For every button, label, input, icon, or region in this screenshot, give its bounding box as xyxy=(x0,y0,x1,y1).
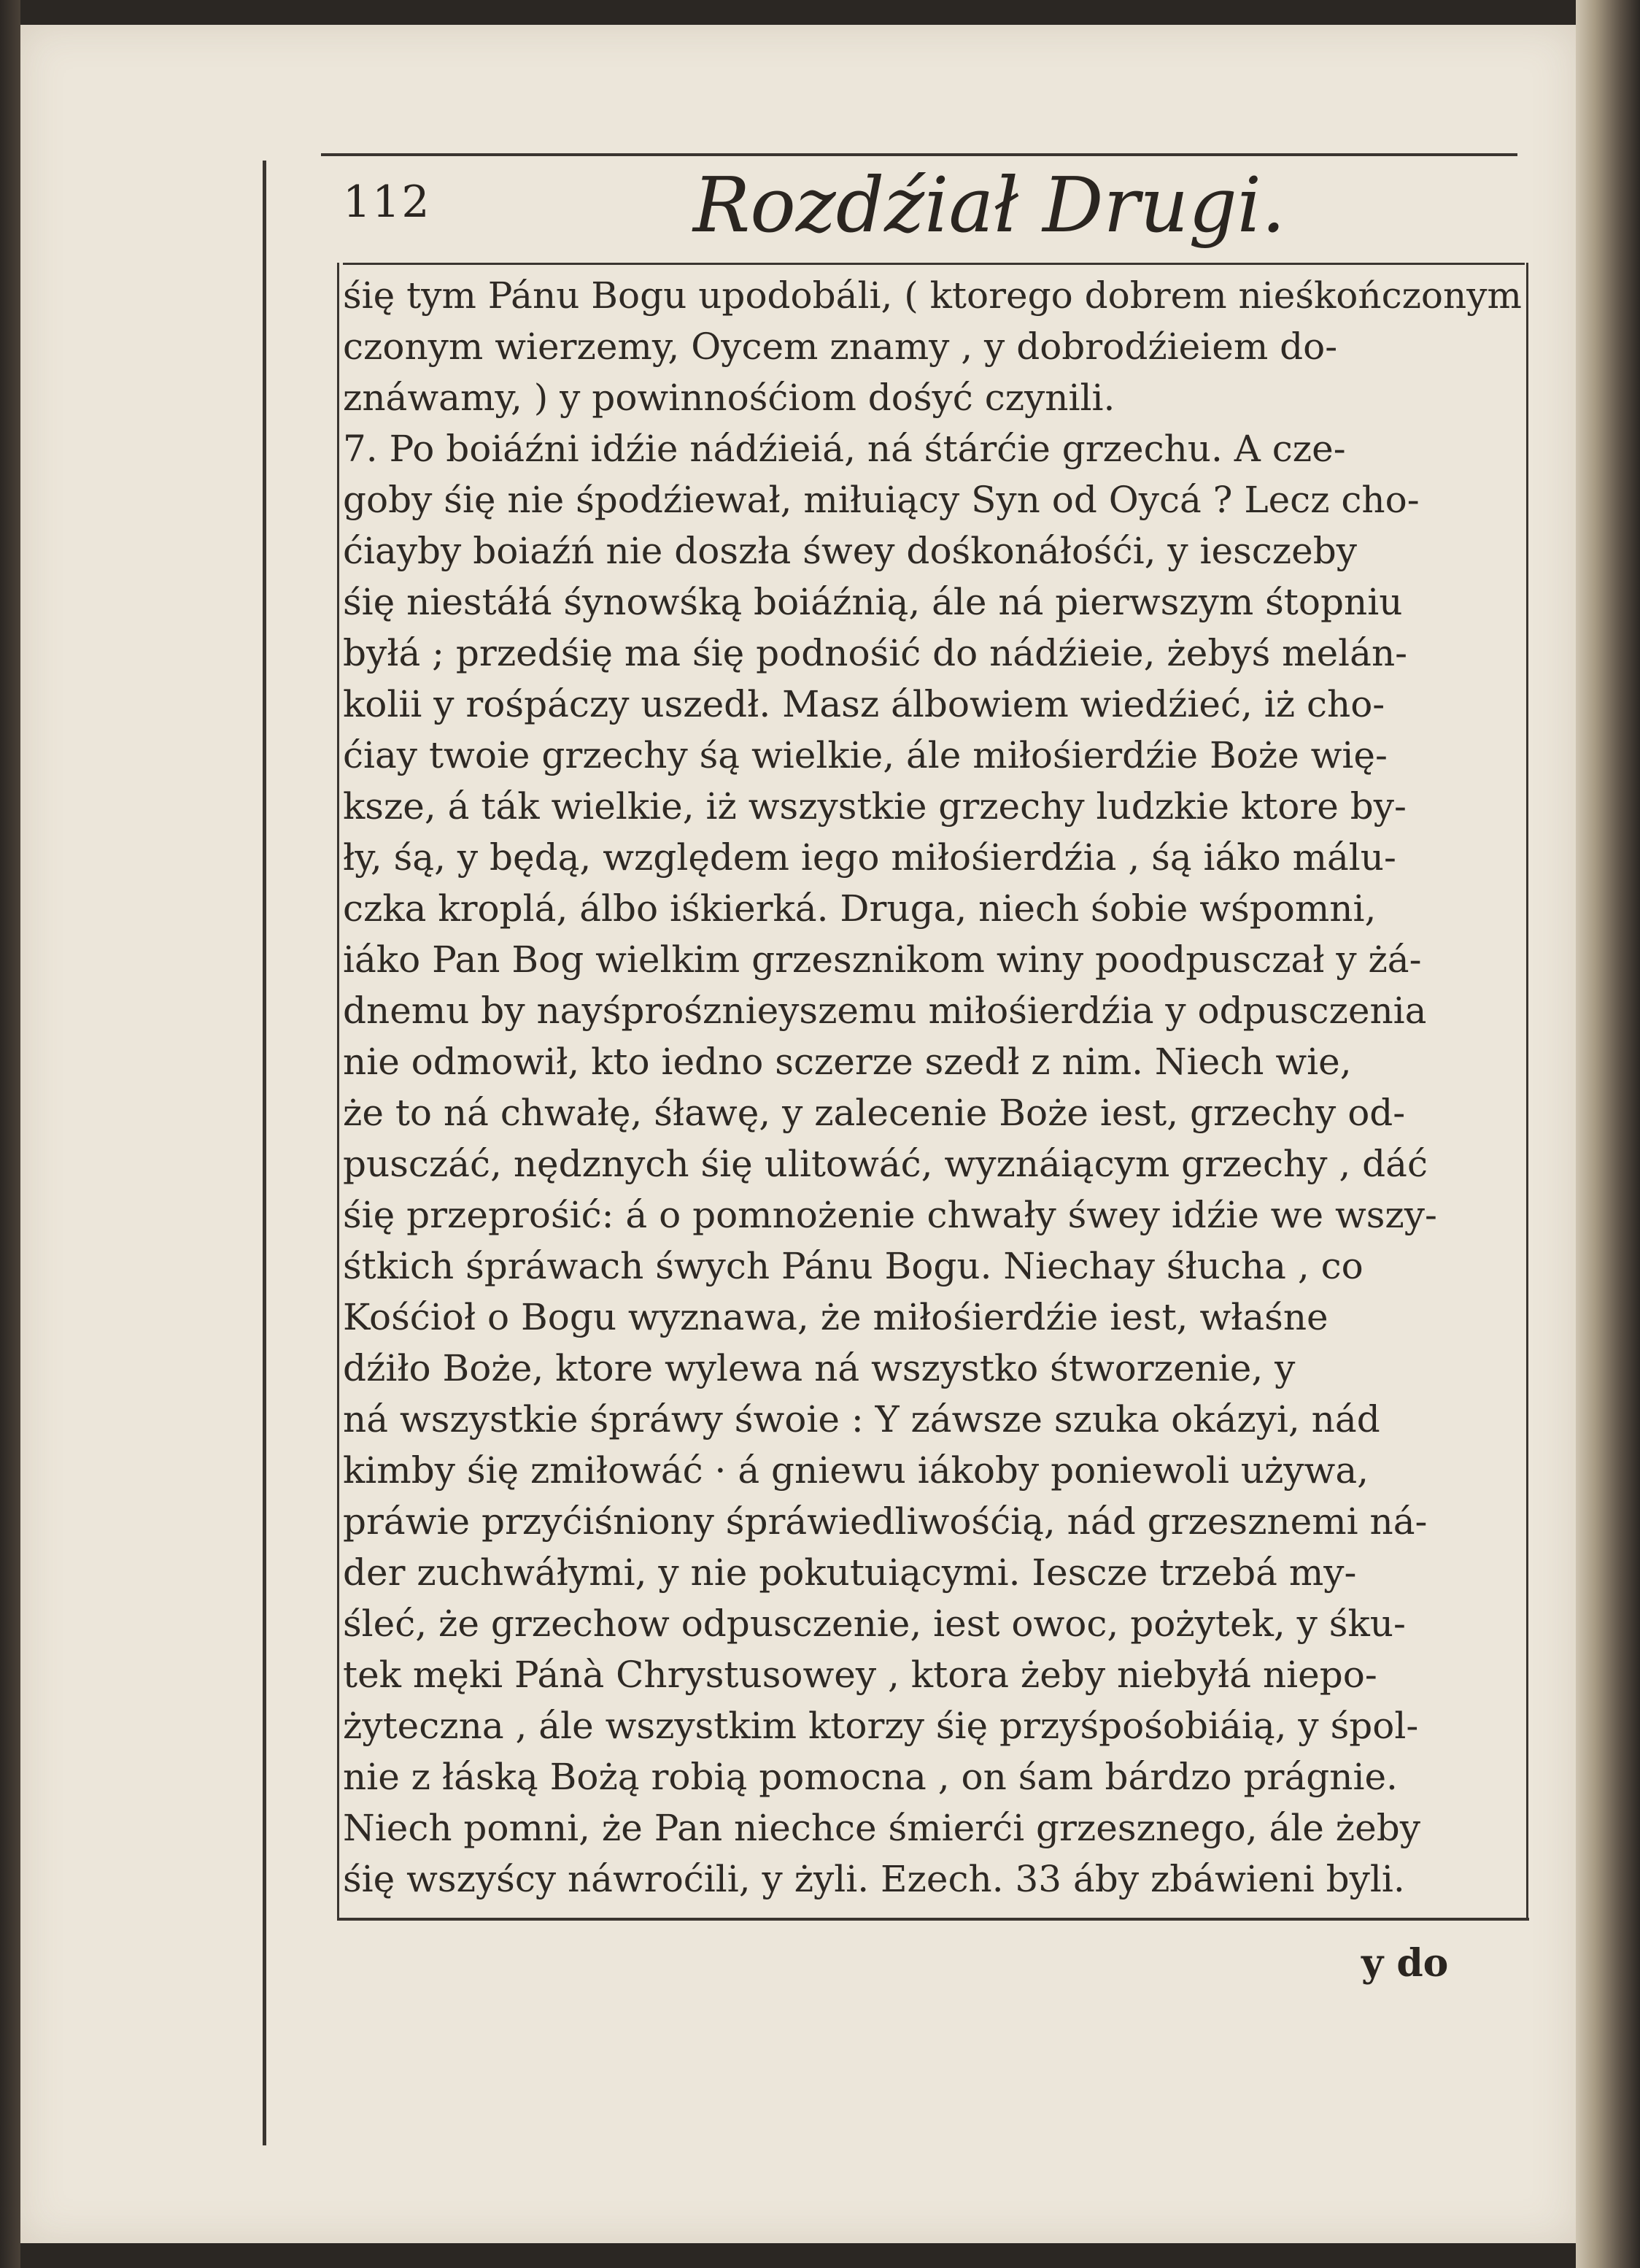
text-line: kolii y rośpáczy uszedł. Masz álbowiem wiedźieć, iż cho- xyxy=(343,683,1385,725)
book-binding-edge xyxy=(1576,0,1640,2268)
text-line: znáwamy, ) y powinnośćiom dośyć czynili. xyxy=(343,377,1115,419)
text-line: tek męki Pánà Chrystusowey , ktora żeby niebyłá niepo- xyxy=(343,1654,1377,1696)
text-line: práwie przyćiśniony śpráwiedliwośćią, nád grzesznemi ná- xyxy=(343,1500,1428,1543)
page-edge-left xyxy=(0,0,20,2268)
text-line: der zuchwáłymi, y nie pokutuiącymi. Iescze trzebá my- xyxy=(343,1551,1357,1594)
text-line: ćiay twoie grzechy śą wielkie, ále miłośierdźie Boże wię- xyxy=(343,734,1388,776)
text-frame-left xyxy=(337,263,339,1919)
text-line: nie z łáską Bożą robią pomocna , on śam bárdzo prágnie. xyxy=(343,1756,1398,1798)
text-line: żyteczna , ále wszystkim ktorzy śię przyśpośobiáią, y śpol- xyxy=(343,1705,1419,1747)
page-number: 112 xyxy=(343,177,431,228)
text-line: czonym wierzemy, Oycem znamy , y dobrodźieiem do- xyxy=(343,325,1338,368)
text-line: byłá ; przedśię ma śię podnośić do nádźieie, żebyś melán- xyxy=(343,632,1408,674)
text-line: 7. Po boiáźni idźie nádźieiá, ná śtárćie grzechu. A cze- xyxy=(343,428,1346,470)
body-text xyxy=(343,267,1522,1916)
text-line: goby śię nie śpodźiewał, miłuiący Syn od Oycá ? Lecz cho- xyxy=(343,479,1420,521)
text-frame-top xyxy=(343,263,1525,265)
text-line: śię wszyścy náwroćili, y żyli. Ezech. 33 áby zbáwieni byli. xyxy=(343,1858,1405,1900)
header-rule xyxy=(321,153,1517,156)
text-line: nie odmowił, kto iedno sczerze szedł z nim. Niech wie, xyxy=(343,1041,1352,1083)
catchword: y do xyxy=(1361,1941,1449,1986)
text-line: Niech pomni, że Pan niechce śmierći grzesznego, ále żeby xyxy=(343,1807,1420,1849)
text-line: śię przeprośić: á o pomnożenie chwały śwey idźie we wszy- xyxy=(343,1194,1437,1236)
text-line: śleć, że grzechow odpusczenie, iest owoc, pożytek, y śku- xyxy=(343,1602,1406,1645)
text-line: śię niestáłá śynowśką boiáźnią, ále ná pierwszym śtopniu xyxy=(343,581,1403,623)
text-line: ły, śą, y będą, względem iego miłośierdźia , śą iáko málu- xyxy=(343,836,1396,879)
text-line: ksze, á ták wielkie, iż wszystkie grzechy ludzkie ktore by- xyxy=(343,785,1407,828)
text-line: Kośćioł o Bogu wyznawa, że miłośierdźie iest, właśne xyxy=(343,1296,1328,1338)
running-head: Rozdźiał Drugi. xyxy=(693,161,1286,250)
text-frame-right xyxy=(1526,263,1528,1919)
text-line: ćiayby boiaźń nie doszła śwey dośkonáłośći, y iesczeby xyxy=(343,530,1357,572)
text-line: pusczáć, nędznych śię ulitowáć, wyznáiącym grzechy , dáć xyxy=(343,1143,1428,1185)
margin-rule-left xyxy=(263,161,266,2145)
text-line: iáko Pan Bog wielkim grzesznikom winy poodpusczał y żá- xyxy=(343,938,1422,981)
text-line: że to ná chwałę, śławę, y zalecenie Boże iest, grzechy od- xyxy=(343,1092,1406,1134)
text-frame-bottom xyxy=(337,1918,1529,1921)
text-line: dźiło Boże, ktore wylewa ná wszystko śtworzenie, y xyxy=(343,1347,1296,1389)
text-line: dnemu by nayśprośznieyszemu miłośierdźia y odpusczenia xyxy=(343,990,1427,1032)
text-line: czka kroplá, álbo iśkierká. Druga, niech śobie wśpomni, xyxy=(343,887,1377,930)
text-line: śtkich śpráwach śwych Pánu Bogu. Niechay śłucha , co xyxy=(343,1245,1364,1287)
text-line: ná wszystkie śpráwy śwoie : Y záwsze szuka okázyi, nád xyxy=(343,1398,1380,1440)
text-line: kimby śię zmiłowáć · á gniewu iákoby poniewoli używa, xyxy=(343,1449,1369,1492)
page-header xyxy=(343,161,1525,263)
text-line: śię tym Pánu Bogu upodobáli, ( ktorego dobrem nieśkończonym xyxy=(343,274,1522,317)
